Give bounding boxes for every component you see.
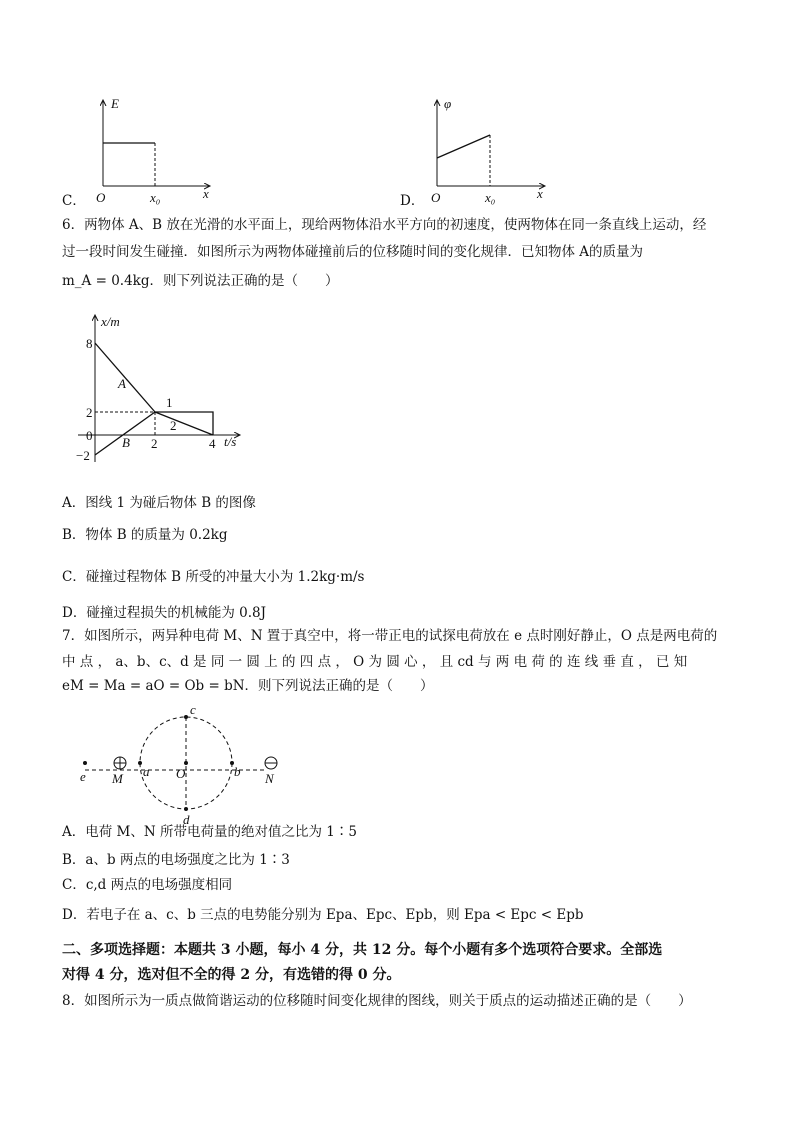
svg-text:O: O xyxy=(176,766,186,781)
q7-option-b[interactable]: B．a、b 两点的电场强度之比为 1∶3 xyxy=(62,852,290,868)
svg-text:0: 0 xyxy=(86,428,93,443)
svg-text:t/s: t/s xyxy=(224,434,237,449)
svg-text:N: N xyxy=(265,771,274,786)
svg-text:1: 1 xyxy=(166,395,173,410)
q6-option-a[interactable]: A．图线 1 为碰后物体 B 的图像 xyxy=(62,495,256,511)
svg-text:2: 2 xyxy=(170,418,177,433)
q7-stem-line2: 中 点 ， a、b、c、d 是 同 一 圆 上 的 四 点 ， O 为 圆 心 ， 且 cd 与 两 电 荷 的 连 线 垂 直 ， 已 知 xyxy=(62,654,688,670)
q6-option-b[interactable]: B．物体 B 的质量为 0.2kg xyxy=(62,527,228,543)
svg-text:2: 2 xyxy=(86,405,93,420)
option-c-label[interactable]: C． xyxy=(62,193,86,209)
q6-option-d[interactable]: D．碰撞过程损失的机械能为 0.8J xyxy=(62,605,266,621)
svg-text:d: d xyxy=(183,812,190,827)
svg-text:−2: −2 xyxy=(76,448,90,463)
section2-heading-line2: 对得 4 分，选对但不全的得 2 分，有选错的得 0 分。 xyxy=(62,967,401,983)
svg-text:B: B xyxy=(122,435,130,450)
svg-text:a: a xyxy=(143,764,150,779)
svg-text:4: 4 xyxy=(209,436,216,451)
charge-n xyxy=(265,757,277,769)
x0-label: x₀ xyxy=(150,190,161,205)
section2-heading-line1: 二、多项选择题：本题共 3 小题，每小 4 分，共 12 分。每个小题有多个选项符合要求。全部选 xyxy=(62,942,663,958)
svg-text:A: A xyxy=(118,376,126,391)
svg-text:b: b xyxy=(234,764,241,779)
q8-stem-line1: 8．如图所示为一质点做简谐运动的位移随时间变化规律的图线，则关于质点的运动描述正确的是（ ） xyxy=(62,993,692,1009)
svg-text:O: O xyxy=(431,190,441,205)
svg-text:φ: φ xyxy=(444,96,452,111)
q7-option-c[interactable]: C．c,d 两点的电场强度相同 xyxy=(62,877,233,893)
q7-option-a[interactable]: A．电荷 M、N 所带电荷量的绝对值之比为 1∶5 xyxy=(62,824,357,840)
svg-text:c: c xyxy=(190,702,196,717)
svg-text:8: 8 xyxy=(86,336,93,351)
svg-text:x₀: x₀ xyxy=(485,190,496,205)
q6-stem-line2: 过一段时间发生碰撞．如图所示为两物体碰撞前后的位移随时间的变化规律．已知物体 A的质量为 xyxy=(62,244,644,260)
q7-stem-line3: eM = Ma = aO = Ob = bN．则下列说法正确的是（ ） xyxy=(62,678,434,694)
option-d-label[interactable]: D． xyxy=(400,193,425,209)
charge-m xyxy=(114,757,126,769)
q6-stem-line3: m_A = 0.4kg．则下列说法正确的是（ ） xyxy=(62,273,339,289)
svg-text:x/m: x/m xyxy=(101,314,120,329)
svg-text:2: 2 xyxy=(151,436,158,451)
q6-option-c[interactable]: C．碰撞过程物体 B 所受的冲量大小为 1.2kg·m/s xyxy=(62,569,365,585)
svg-text:e: e xyxy=(80,769,86,784)
svg-text:x: x xyxy=(537,186,543,201)
x-label: x xyxy=(203,186,209,201)
q7-option-d[interactable]: D．若电子在 a、c、b 三点的电势能分别为 Epa、Epc、Epb，则 Epa < Epc < Epb xyxy=(62,907,584,923)
q6-stem-line1: 6．两物体 A、B 放在光滑的水平面上，现给两物体沿水平方向的初速度，使两物体在同一条直线上运动，经 xyxy=(62,217,707,233)
q7-stem-line1: 7．如图所示，两异种电荷 M、N 置于真空中，将一带正电的试探电荷放在 e 点时刚好静止，O 点是两电荷的 xyxy=(62,628,718,644)
y-label: E xyxy=(111,96,119,111)
svg-text:M: M xyxy=(112,771,123,786)
origin-label: O xyxy=(96,190,106,205)
